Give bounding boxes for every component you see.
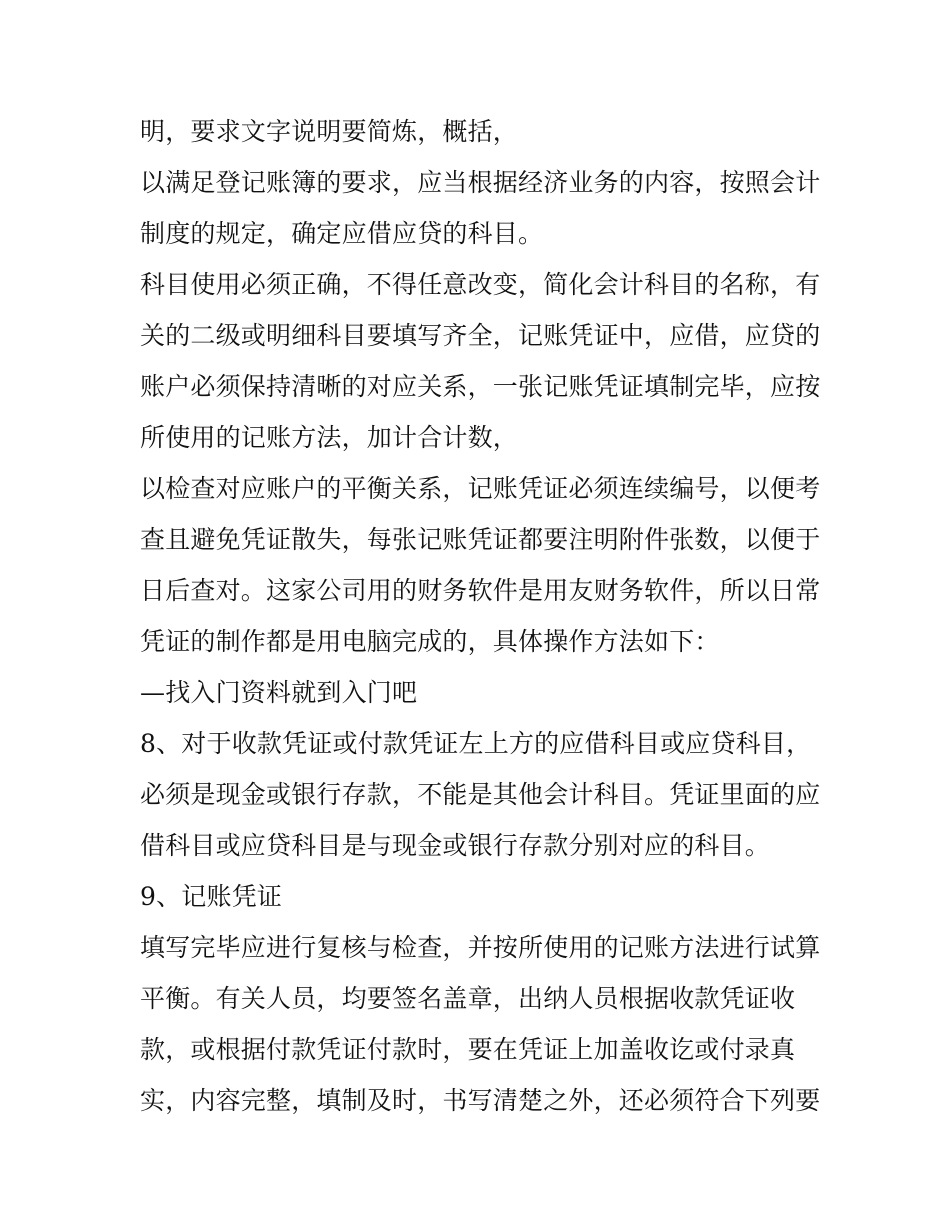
text-line: 所使用的记账方法，加计合计数， — [140, 423, 519, 452]
text-line: —找入门资料就到入门吧 — [140, 678, 418, 707]
text-line: 查且避免凭证散失，每张记账凭证都要注明附件张数，以便于 — [140, 525, 821, 554]
text-line: 实，内容完整，填制及时，书写清楚之外，还必须符合下列要 — [140, 1086, 821, 1115]
text-line: 借科目或应贷科目是与现金或银行存款分别对应的科目。 — [140, 831, 771, 860]
text-line: 明，要求文字说明要简炼，概括， — [140, 117, 519, 146]
document-body — [140, 106, 821, 1126]
text-line: 凭证的制作都是用电脑完成的，具体操作方法如下： — [140, 627, 720, 656]
text-line: 8、对于收款凭证或付款凭证左上方的应借科目或应贷科目， — [140, 729, 812, 758]
text-line: 以检查对应账户的平衡关系，记账凭证必须连续编号，以便考 — [140, 474, 821, 503]
text-line: 制度的规定，确定应借应贷的科目。 — [140, 219, 544, 248]
text-line: 必须是现金或银行存款，不能是其他会计科目。凭证里面的应 — [140, 780, 821, 809]
text-line: 填写完毕应进行复核与检查，并按所使用的记账方法进行试算 — [140, 933, 821, 962]
text-line: 款，或根据付款凭证付款时，要在凭证上加盖收讫或付录真 — [140, 1035, 796, 1064]
text-line: 关的二级或明细科目要填写齐全，记账凭证中，应借，应贷的 — [140, 321, 821, 350]
text-line: 9、记账凭证 — [140, 882, 283, 911]
text-line: 日后查对。这家公司用的财务软件是用友财务软件，所以日常 — [140, 576, 821, 605]
text-line: 科目使用必须正确，不得任意改变，简化会计科目的名称，有 — [140, 270, 821, 299]
text-line: 平衡。有关人员，均要签名盖章，出纳人员根据收款凭证收 — [140, 984, 796, 1013]
text-line: 以满足登记账簿的要求，应当根据经济业务的内容，按照会计 — [140, 168, 821, 197]
text-line: 账户必须保持清晰的对应关系，一张记账凭证填制完毕，应按 — [140, 372, 821, 401]
